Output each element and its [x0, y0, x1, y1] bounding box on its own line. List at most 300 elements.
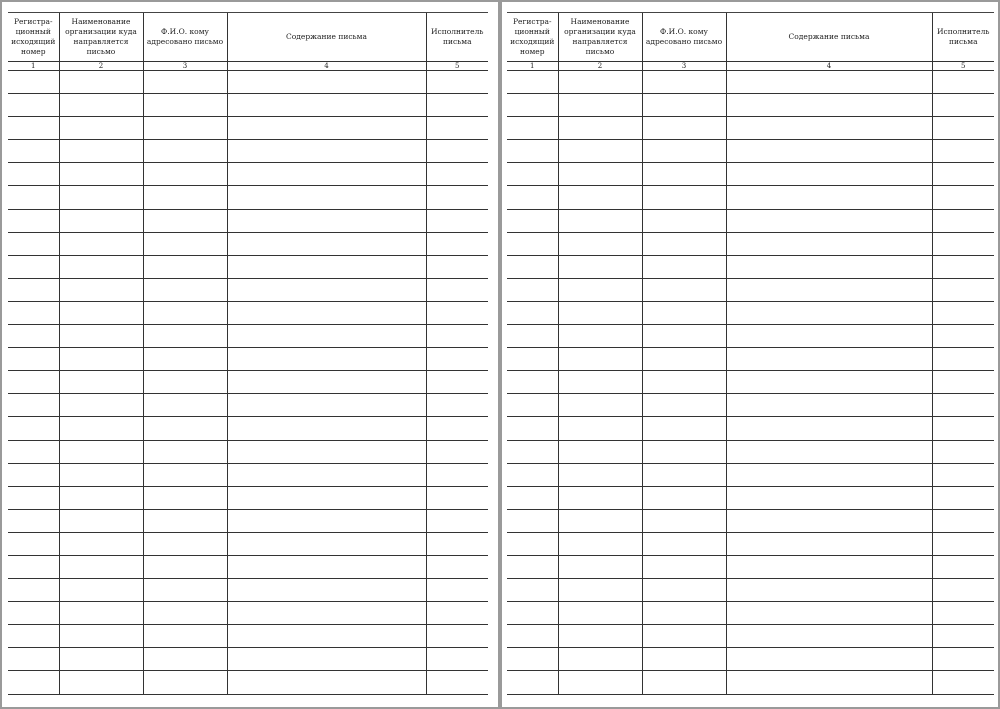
blank-entry-row	[8, 440, 488, 463]
blank-cell	[8, 625, 59, 648]
blank-cell	[507, 532, 558, 555]
blank-entry-row	[507, 371, 994, 394]
blank-cell	[143, 232, 227, 255]
column-number: 2	[558, 62, 642, 71]
column-number-row	[507, 62, 994, 71]
blank-cell	[143, 209, 227, 232]
blank-cell	[143, 648, 227, 671]
blank-cell	[507, 579, 558, 602]
blank-cell	[227, 440, 426, 463]
blank-cell	[143, 371, 227, 394]
blank-cell	[227, 117, 426, 140]
blank-cell	[642, 625, 726, 648]
blank-cell	[59, 140, 143, 163]
blank-entry-row	[507, 117, 994, 140]
blank-cell	[426, 209, 488, 232]
header-addressee: Ф.И.О. кому адресовано письмо	[143, 13, 227, 62]
blank-entry-row	[507, 186, 994, 209]
header-organization: Наименование организации куда направляется письмо	[558, 13, 642, 62]
blank-cell	[426, 486, 488, 509]
blank-cell	[143, 463, 227, 486]
blank-cell	[558, 255, 642, 278]
blank-cell	[726, 209, 932, 232]
blank-cell	[932, 579, 994, 602]
blank-cell	[143, 163, 227, 186]
blank-entry-row	[8, 325, 488, 348]
blank-entry-row	[8, 140, 488, 163]
blank-entry-row	[507, 301, 994, 324]
blank-entry-row	[507, 602, 994, 625]
blank-cell	[426, 463, 488, 486]
blank-cell	[8, 509, 59, 532]
blank-cell	[426, 417, 488, 440]
blank-cell	[558, 325, 642, 348]
blank-cell	[507, 371, 558, 394]
blank-cell	[726, 117, 932, 140]
blank-cell	[932, 509, 994, 532]
blank-cell	[507, 509, 558, 532]
blank-cell	[507, 117, 558, 140]
blank-entry-row	[507, 648, 994, 671]
blank-cell	[426, 671, 488, 694]
blank-cell	[507, 301, 558, 324]
blank-cell	[558, 71, 642, 94]
blank-cell	[932, 602, 994, 625]
blank-cell	[507, 648, 558, 671]
blank-cell	[426, 602, 488, 625]
blank-cell	[507, 440, 558, 463]
blank-entry-row	[8, 278, 488, 301]
blank-cell	[726, 532, 932, 555]
blank-cell	[8, 463, 59, 486]
blank-cell	[642, 671, 726, 694]
blank-cell	[59, 325, 143, 348]
blank-cell	[726, 255, 932, 278]
blank-cell	[507, 140, 558, 163]
blank-cell	[726, 71, 932, 94]
blank-cell	[726, 463, 932, 486]
blank-cell	[59, 71, 143, 94]
blank-cell	[642, 325, 726, 348]
blank-cell	[932, 532, 994, 555]
blank-cell	[932, 94, 994, 117]
blank-cell	[143, 348, 227, 371]
blank-cell	[558, 532, 642, 555]
blank-cell	[143, 602, 227, 625]
header-executor: Исполнитель письма	[426, 13, 488, 62]
blank-cell	[426, 348, 488, 371]
blank-cell	[227, 371, 426, 394]
right-page	[502, 2, 998, 707]
blank-cell	[59, 348, 143, 371]
header-content: Содержание письма	[726, 13, 932, 62]
blank-cell	[8, 579, 59, 602]
blank-cell	[642, 186, 726, 209]
blank-cell	[59, 509, 143, 532]
blank-cell	[932, 394, 994, 417]
blank-cell	[726, 486, 932, 509]
column-number-row	[8, 62, 488, 71]
blank-cell	[8, 348, 59, 371]
blank-entry-row	[8, 394, 488, 417]
blank-cell	[8, 163, 59, 186]
blank-cell	[932, 278, 994, 301]
blank-cell	[59, 255, 143, 278]
blank-cell	[726, 440, 932, 463]
blank-cell	[426, 509, 488, 532]
blank-cell	[558, 209, 642, 232]
blank-cell	[426, 163, 488, 186]
blank-cell	[558, 301, 642, 324]
blank-cell	[59, 371, 143, 394]
blank-cell	[726, 232, 932, 255]
blank-entry-row	[507, 509, 994, 532]
blank-cell	[143, 486, 227, 509]
blank-cell	[642, 602, 726, 625]
blank-cell	[8, 301, 59, 324]
blank-cell	[227, 463, 426, 486]
blank-cell	[726, 140, 932, 163]
blank-cell	[426, 232, 488, 255]
blank-entry-row	[8, 602, 488, 625]
blank-cell	[932, 71, 994, 94]
blank-cell	[507, 555, 558, 578]
blank-cell	[8, 486, 59, 509]
blank-entry-row	[507, 463, 994, 486]
blank-cell	[642, 417, 726, 440]
blank-cell	[507, 671, 558, 694]
blank-cell	[227, 209, 426, 232]
blank-cell	[143, 71, 227, 94]
blank-cell	[8, 371, 59, 394]
blank-cell	[642, 486, 726, 509]
blank-cell	[642, 163, 726, 186]
blank-cell	[227, 325, 426, 348]
blank-cell	[59, 648, 143, 671]
blank-cell	[507, 463, 558, 486]
blank-cell	[558, 140, 642, 163]
blank-cell	[8, 209, 59, 232]
blank-entry-row	[8, 532, 488, 555]
blank-cell	[426, 255, 488, 278]
blank-cell	[59, 232, 143, 255]
blank-entry-row	[507, 417, 994, 440]
blank-cell	[932, 209, 994, 232]
blank-cell	[642, 301, 726, 324]
blank-cell	[932, 348, 994, 371]
blank-cell	[558, 348, 642, 371]
journal-spread	[2, 2, 998, 707]
blank-cell	[227, 140, 426, 163]
blank-cell	[59, 186, 143, 209]
blank-cell	[426, 394, 488, 417]
blank-cell	[642, 232, 726, 255]
blank-cell	[726, 648, 932, 671]
blank-entry-row	[8, 371, 488, 394]
blank-cell	[507, 417, 558, 440]
blank-cell	[558, 278, 642, 301]
blank-cell	[227, 278, 426, 301]
blank-cell	[143, 278, 227, 301]
blank-cell	[726, 579, 932, 602]
blank-entry-row	[507, 440, 994, 463]
blank-cell	[558, 602, 642, 625]
left-page	[2, 2, 498, 707]
blank-cell	[558, 94, 642, 117]
header-reg-number: Регистра-ционный исходящий номер	[507, 13, 558, 62]
blank-cell	[59, 278, 143, 301]
column-number: 3	[642, 62, 726, 71]
blank-cell	[59, 117, 143, 140]
blank-cell	[932, 301, 994, 324]
blank-cell	[143, 625, 227, 648]
blank-cell	[642, 440, 726, 463]
blank-entry-row	[8, 486, 488, 509]
blank-cell	[59, 602, 143, 625]
blank-cell	[558, 117, 642, 140]
blank-cell	[558, 440, 642, 463]
header-row	[8, 13, 488, 62]
blank-cell	[726, 163, 932, 186]
blank-cell	[227, 255, 426, 278]
blank-cell	[726, 625, 932, 648]
blank-cell	[932, 463, 994, 486]
blank-cell	[726, 394, 932, 417]
blank-cell	[642, 255, 726, 278]
column-number: 5	[932, 62, 994, 71]
blank-entry-row	[507, 255, 994, 278]
blank-cell	[932, 648, 994, 671]
blank-cell	[426, 71, 488, 94]
blank-cell	[507, 94, 558, 117]
blank-cell	[642, 348, 726, 371]
blank-cell	[507, 325, 558, 348]
blank-cell	[426, 94, 488, 117]
blank-cell	[143, 255, 227, 278]
blank-entry-row	[8, 209, 488, 232]
blank-entry-row	[507, 579, 994, 602]
blank-cell	[59, 532, 143, 555]
blank-cell	[426, 278, 488, 301]
blank-cell	[726, 509, 932, 532]
blank-cell	[227, 509, 426, 532]
blank-cell	[507, 625, 558, 648]
blank-cell	[227, 555, 426, 578]
blank-cell	[227, 301, 426, 324]
blank-cell	[227, 163, 426, 186]
blank-cell	[59, 301, 143, 324]
blank-cell	[558, 394, 642, 417]
blank-cell	[59, 394, 143, 417]
blank-cell	[8, 555, 59, 578]
blank-cell	[8, 325, 59, 348]
blank-cell	[507, 232, 558, 255]
blank-cell	[642, 532, 726, 555]
blank-cell	[227, 579, 426, 602]
blank-cell	[932, 417, 994, 440]
blank-cell	[932, 325, 994, 348]
blank-cell	[932, 186, 994, 209]
blank-cell	[227, 394, 426, 417]
blank-cell	[726, 671, 932, 694]
blank-cell	[143, 394, 227, 417]
blank-entry-row	[507, 671, 994, 694]
blank-cell	[227, 417, 426, 440]
blank-cell	[59, 94, 143, 117]
blank-entry-row	[8, 625, 488, 648]
blank-cell	[8, 117, 59, 140]
letter-register-table	[8, 12, 488, 695]
blank-cell	[8, 94, 59, 117]
blank-cell	[558, 486, 642, 509]
blank-cell	[507, 278, 558, 301]
blank-entry-row	[507, 532, 994, 555]
blank-cell	[227, 671, 426, 694]
blank-cell	[642, 94, 726, 117]
blank-entry-row	[8, 163, 488, 186]
blank-cell	[726, 94, 932, 117]
blank-entry-row	[507, 140, 994, 163]
header-row	[507, 13, 994, 62]
blank-cell	[143, 186, 227, 209]
blank-cell	[143, 301, 227, 324]
blank-cell	[227, 486, 426, 509]
blank-cell	[726, 371, 932, 394]
blank-entry-row	[8, 232, 488, 255]
blank-cell	[726, 325, 932, 348]
blank-cell	[726, 301, 932, 324]
blank-cell	[426, 579, 488, 602]
blank-cell	[507, 348, 558, 371]
blank-cell	[558, 648, 642, 671]
blank-cell	[426, 440, 488, 463]
blank-entry-row	[507, 625, 994, 648]
blank-cell	[558, 417, 642, 440]
blank-cell	[932, 371, 994, 394]
blank-cell	[227, 232, 426, 255]
blank-cell	[507, 394, 558, 417]
blank-cell	[426, 555, 488, 578]
blank-cell	[558, 625, 642, 648]
blank-cell	[932, 117, 994, 140]
blank-cell	[8, 255, 59, 278]
blank-cell	[642, 140, 726, 163]
blank-entry-row	[507, 394, 994, 417]
blank-cell	[426, 186, 488, 209]
blank-entry-row	[8, 186, 488, 209]
blank-cell	[59, 209, 143, 232]
blank-cell	[59, 417, 143, 440]
blank-cell	[726, 602, 932, 625]
blank-cell	[726, 348, 932, 371]
blank-cell	[227, 602, 426, 625]
blank-entry-row	[507, 486, 994, 509]
blank-cell	[8, 440, 59, 463]
blank-cell	[507, 209, 558, 232]
blank-cell	[59, 440, 143, 463]
blank-cell	[558, 509, 642, 532]
blank-cell	[8, 232, 59, 255]
blank-entry-row	[8, 71, 488, 94]
blank-cell	[227, 648, 426, 671]
blank-cell	[59, 486, 143, 509]
blank-cell	[558, 671, 642, 694]
blank-cell	[558, 555, 642, 578]
blank-entry-row	[8, 301, 488, 324]
blank-cell	[426, 532, 488, 555]
blank-entry-row	[507, 94, 994, 117]
blank-cell	[8, 186, 59, 209]
blank-cell	[558, 232, 642, 255]
blank-cell	[642, 394, 726, 417]
blank-cell	[558, 163, 642, 186]
blank-cell	[227, 71, 426, 94]
blank-entry-row	[507, 325, 994, 348]
blank-cell	[227, 94, 426, 117]
blank-cell	[227, 186, 426, 209]
blank-cell	[426, 140, 488, 163]
blank-cell	[143, 555, 227, 578]
blank-entry-row	[8, 117, 488, 140]
blank-cell	[8, 140, 59, 163]
column-number: 3	[143, 62, 227, 71]
blank-cell	[726, 186, 932, 209]
blank-cell	[642, 117, 726, 140]
blank-cell	[227, 532, 426, 555]
blank-cell	[426, 117, 488, 140]
blank-entry-row	[8, 648, 488, 671]
blank-entry-row	[8, 555, 488, 578]
blank-entry-row	[507, 209, 994, 232]
blank-cell	[59, 163, 143, 186]
blank-entry-row	[8, 94, 488, 117]
blank-cell	[8, 278, 59, 301]
blank-cell	[558, 579, 642, 602]
blank-cell	[932, 625, 994, 648]
header-content: Содержание письма	[227, 13, 426, 62]
blank-cell	[8, 648, 59, 671]
blank-entry-row	[8, 255, 488, 278]
blank-cell	[143, 325, 227, 348]
header-executor: Исполнитель письма	[932, 13, 994, 62]
header-reg-number: Регистра-ционный исходящий номер	[8, 13, 59, 62]
blank-entry-row	[507, 555, 994, 578]
blank-cell	[932, 232, 994, 255]
blank-cell	[59, 579, 143, 602]
blank-cell	[8, 602, 59, 625]
blank-cell	[507, 186, 558, 209]
column-number: 1	[507, 62, 558, 71]
blank-cell	[932, 671, 994, 694]
blank-cell	[143, 440, 227, 463]
blank-cell	[59, 555, 143, 578]
blank-cell	[143, 140, 227, 163]
blank-entry-row	[507, 232, 994, 255]
blank-entry-row	[8, 671, 488, 694]
blank-cell	[59, 463, 143, 486]
blank-cell	[642, 555, 726, 578]
blank-cell	[143, 94, 227, 117]
column-number: 2	[59, 62, 143, 71]
blank-entry-row	[8, 463, 488, 486]
blank-cell	[932, 255, 994, 278]
blank-entry-row	[8, 509, 488, 532]
column-number: 4	[726, 62, 932, 71]
blank-cell	[726, 555, 932, 578]
blank-cell	[426, 625, 488, 648]
blank-cell	[426, 301, 488, 324]
header-addressee: Ф.И.О. кому адресовано письмо	[642, 13, 726, 62]
